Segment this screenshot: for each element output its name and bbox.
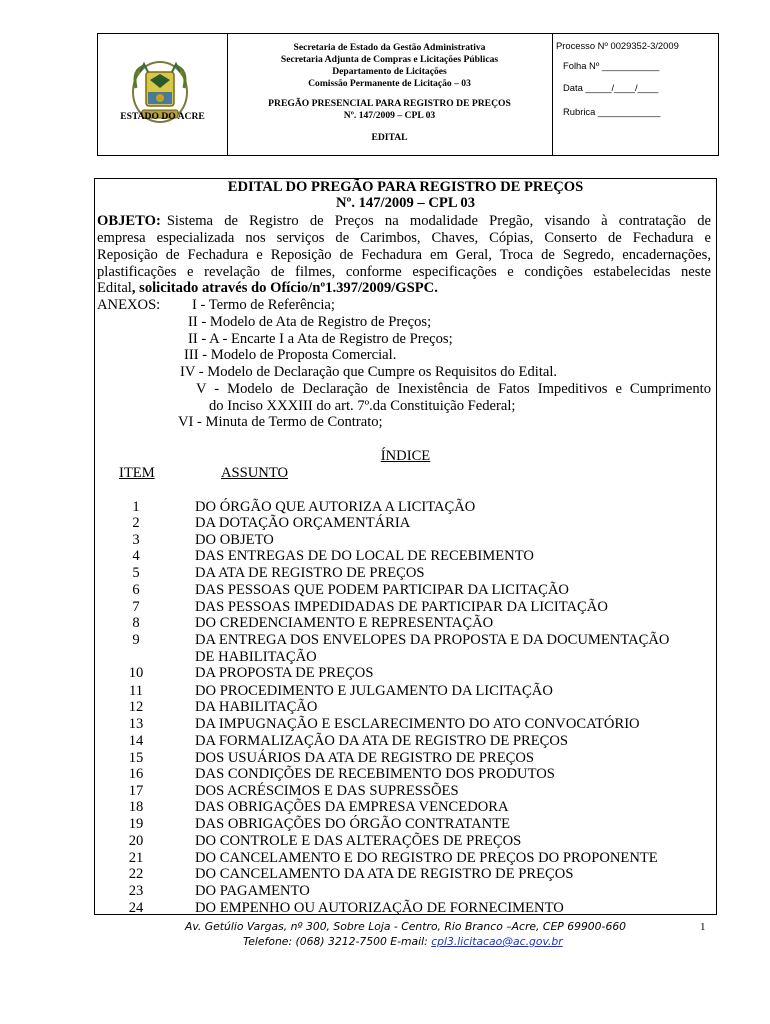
anexo-item: III - Modelo de Proposta Comercial.	[184, 347, 397, 363]
indice-item-number: 1	[132, 499, 140, 515]
indice-item-subject: DA ENTREGA DOS ENVELOPES DA PROPOSTA E DA DOCUMENTAÇÃO	[195, 632, 670, 648]
indice-item-subject: DAS PESSOAS QUE PODEM PARTICIPAR DA LICITAÇÃO	[195, 582, 569, 598]
indice-item-subject: DOS USUÁRIOS DA ATA DE REGISTRO DE PREÇOS	[195, 750, 534, 766]
objeto-text-1: Sistema de Registro de Preços na modalidade Pregão, visando à contratação de	[166, 213, 711, 229]
indice-item-subject: DA PROPOSTA DE PREÇOS	[195, 665, 374, 681]
data-field: Data _____/____/____	[563, 82, 659, 93]
indice-item-subject: DAS ENTREGAS DE DO LOCAL DE RECEBIMENTO	[195, 548, 534, 564]
indice-item-subject: DO CANCELAMENTO E DO REGISTRO DE PREÇOS DO PROPONENTE	[195, 850, 658, 866]
indice-col-assunto: ASSUNTO	[221, 465, 289, 481]
indice-item-number: 14	[128, 733, 144, 749]
indice-item-subject: DA FORMALIZAÇÃO DA ATA DE REGISTRO DE PREÇOS	[195, 733, 569, 749]
footer-address: Av. Getúlio Vargas, nº 300, Sobre Loja - Centro, Rio Branco –Acre, CEP 69900-660	[185, 920, 627, 933]
indice-item-subject: DO CONTROLE E DAS ALTERAÇÕES DE PREÇOS	[195, 833, 522, 849]
indice-item-number: 7	[132, 599, 140, 615]
objeto-line-1	[97, 213, 711, 229]
footer-contact	[243, 935, 563, 948]
indice-item-number: 8	[132, 615, 140, 631]
indice-item-number: 12	[128, 699, 144, 715]
indice-item-number: 10	[128, 665, 144, 681]
edital-label: EDITAL	[371, 132, 408, 143]
indice-item-number: 24	[128, 900, 144, 916]
indice-item-subject: DA HABILITAÇÃO	[195, 699, 318, 715]
indice-item-number: 20	[128, 833, 144, 849]
indice-item-number: 4	[132, 548, 140, 564]
indice-item-subject: DA IMPUGNAÇÃO E ESCLARECIMENTO DO ATO CONVOCATÓRIO	[195, 716, 640, 732]
indice-item-subject: DAS OBRIGAÇÕES DO ÓRGÃO CONTRATANTE	[195, 816, 511, 832]
objeto-text-5	[97, 280, 438, 296]
document-header	[97, 33, 719, 156]
anexo-item: I - Termo de Referência;	[192, 297, 335, 313]
footer-phone: Telefone: (068) 3212-7500 E-mail:	[243, 935, 432, 948]
indice-item-subject: DAS CONDIÇÕES DE RECEBIMENTO DOS PRODUTOS	[195, 766, 555, 782]
indice-item-number: 15	[128, 750, 144, 766]
indice-item-subject: DO PAGAMENTO	[195, 883, 310, 899]
header-process-cell	[553, 34, 718, 155]
indice-item-subject: DA DOTAÇÃO ORÇAMENTÁRIA	[195, 515, 411, 531]
departamento-line: Departamento de Licitações	[332, 66, 447, 77]
indice-item-number: 16	[128, 766, 144, 782]
edital-title: EDITAL DO PREGÃO PARA REGISTRO DE PREÇOS	[227, 179, 584, 195]
anexo-item: V - Modelo de Declaração de Inexistência de Fatos Impeditivos e Cumprimento	[196, 381, 711, 397]
indice-item-subject: DO CANCELAMENTO DA ATA DE REGISTRO DE PREÇOS	[195, 866, 574, 882]
indice-item-subject: DO CREDENCIAMENTO E REPRESENTAÇÃO	[195, 615, 494, 631]
anexos-label: ANEXOS:	[97, 297, 161, 313]
indice-item-subject: DE HABILITAÇÃO	[195, 649, 317, 665]
indice-item-number: 17	[128, 783, 144, 799]
indice-item-number: 11	[128, 683, 144, 699]
indice-col-item: ITEM	[119, 465, 155, 481]
footer-email-link[interactable]: cpl3.licitacao@ac.gov.br	[431, 935, 563, 948]
objeto-edital-word: Edital	[97, 280, 132, 296]
indice-item-number: 6	[132, 582, 140, 598]
state-label: ESTADO DO ACRE	[120, 111, 205, 122]
indice-item-number: 19	[128, 816, 144, 832]
indice-item-subject: DO EMPENHO OU AUTORIZAÇÃO DE FORNECIMENTO	[195, 900, 564, 916]
indice-item-subject: DO OBJETO	[195, 532, 274, 548]
comissao-line: Comissão Permanente de Licitação – 03	[308, 78, 471, 89]
indice-item-subject: DOS ACRÉSCIMOS E DAS SUPRESSÕES	[195, 783, 459, 799]
indice-item-number: 23	[128, 883, 144, 899]
pregao-line-1: PREGÃO PRESENCIAL PARA REGISTRO DE PREÇOS	[268, 98, 511, 109]
objeto-label: OBJETO:	[97, 213, 161, 229]
objeto-text-3: Reposição de Fechadura e Reposição de Fechadura em Geral, Troca de Segredo, encadernações,	[97, 247, 711, 263]
indice-item-subject: DAS PESSOAS IMPEDIDADAS DE PARTICIPAR DA LICITAÇÃO	[195, 599, 608, 615]
folha-field: Folha Nº ___________	[563, 60, 660, 71]
anexo-item: II - A - Encarte I a Ata de Registro de Preços;	[188, 331, 453, 347]
indice-item-subject: DA ATA DE REGISTRO DE PREÇOS	[195, 565, 425, 581]
objeto-oficio: , solicitado através do Ofício/nº1.397/2009/GSPC.	[131, 280, 438, 296]
header-agency-cell	[227, 34, 553, 155]
rubrica-field: Rubrica ____________	[563, 106, 661, 117]
objeto-text-4: plastificações e revelação de filmes, conforme especificações e condições estabelecidas neste	[97, 264, 711, 280]
anexo-item: VI - Minuta de Termo de Contrato;	[178, 414, 383, 430]
secretaria-line: Secretaria de Estado da Gestão Administrativa	[293, 42, 486, 53]
indice-item-number: 18	[128, 799, 144, 815]
edital-number: Nº. 147/2009 – CPL 03	[335, 195, 475, 211]
indice-item-number: 5	[132, 565, 140, 581]
indice-item-number: 22	[128, 866, 144, 882]
indice-item-number: 21	[128, 850, 144, 866]
indice-title: ÍNDICE	[380, 448, 431, 464]
anexo-item-continued: do Inciso XXXIII do art. 7º.da Constituição Federal;	[209, 398, 516, 414]
anexo-item: IV - Modelo de Declaração que Cumpre os Requisitos do Edital.	[180, 364, 558, 380]
anexo-item: II - Modelo de Ata de Registro de Preços;	[188, 314, 432, 330]
indice-item-number: 2	[132, 515, 140, 531]
processo-number: Processo Nº 0029352-3/2009	[556, 40, 679, 51]
objeto-text-2: empresa especializada nos serviços de Carimbos, Chaves, Cópias, Conserto de Fechadura e	[97, 230, 711, 246]
indice-item-subject: DO ÓRGÃO QUE AUTORIZA A LICITAÇÃO	[195, 499, 476, 515]
header-state-cell	[98, 34, 228, 155]
indice-item-number: 13	[128, 716, 144, 732]
indice-item-number: 3	[132, 532, 140, 548]
indice-item-subject: DO PROCEDIMENTO E JULGAMENTO DA LICITAÇÃO	[195, 683, 553, 699]
pregao-line-2: Nº. 147/2009 – CPL 03	[343, 110, 436, 121]
secretaria-adjunta-line: Secretaria Adjunta de Compras e Licitações Públicas	[280, 54, 499, 65]
indice-item-number: 9	[132, 632, 140, 648]
indice-item-subject: DAS OBRIGAÇÕES DA EMPRESA VENCEDORA	[195, 799, 509, 815]
page-number: 1	[700, 921, 706, 933]
